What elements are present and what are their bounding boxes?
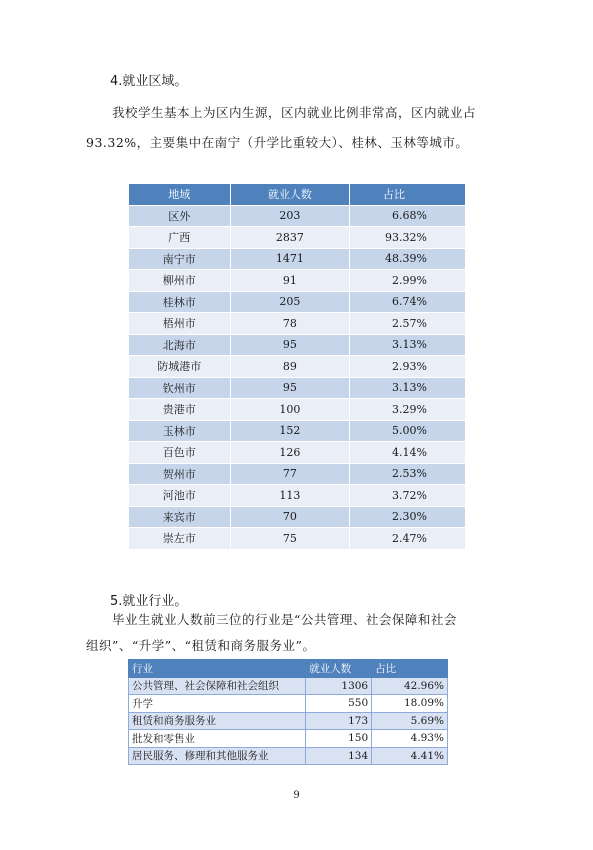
industry-header-count: 就业人数: [306, 660, 372, 678]
region-count: 89: [230, 356, 350, 378]
region-pct: 3.29%: [350, 399, 466, 421]
table-row: [129, 747, 448, 765]
industry-name: 公共管理、社会保障和社会组织: [129, 677, 306, 695]
region-pct: 93.32%: [350, 227, 466, 249]
section-5-heading: 5.就业行业。: [110, 594, 188, 609]
industry-count: 150: [306, 730, 372, 748]
region-count: 2837: [230, 227, 350, 249]
industry-count: 1306: [306, 677, 372, 695]
table-row: [129, 270, 466, 292]
region-name: 钦州市: [129, 377, 231, 399]
region-name: 防城港市: [129, 356, 231, 378]
region-name: 北海市: [129, 334, 231, 356]
region-pct: 2.57%: [350, 313, 466, 335]
region-name: 桂林市: [129, 291, 231, 313]
region-name: 来宾市: [129, 506, 231, 528]
section-4-line-1: 我校学生基本上为区内生源，区内就业比例非常高，区内就业占: [112, 105, 477, 120]
region-name: 贵港市: [129, 399, 231, 421]
region-count: 95: [230, 334, 350, 356]
region-name: 区外: [129, 205, 231, 227]
region-name: 崇左市: [129, 528, 231, 550]
table-row: [129, 485, 466, 507]
table-row: [129, 712, 448, 730]
industry-header-name: 行业: [129, 660, 306, 678]
industry-count: 134: [306, 747, 372, 765]
region-pct: 4.14%: [350, 442, 466, 464]
region-pct: 3.13%: [350, 334, 466, 356]
region-name: 南宁市: [129, 248, 231, 270]
section-5-line-1: 毕业生就业人数前三位的行业是“公共管理、社会保障和社会: [112, 612, 457, 627]
region-table-header: [129, 184, 466, 206]
region-pct: 3.13%: [350, 377, 466, 399]
table-row: [129, 205, 466, 227]
table-row: [129, 506, 466, 528]
region-count: 126: [230, 442, 350, 464]
industry-count: 550: [306, 695, 372, 713]
section-4-heading: 4.就业区域。: [110, 74, 188, 89]
section-4-paragraph: [86, 98, 526, 158]
region-count: 205: [230, 291, 350, 313]
region-count: 113: [230, 485, 350, 507]
region-count: 100: [230, 399, 350, 421]
table-row: [129, 442, 466, 464]
region-pct: 5.00%: [350, 420, 466, 442]
region-name: 河池市: [129, 485, 231, 507]
industry-name: 居民服务、修理和其他服务业: [129, 747, 306, 765]
region-name: 玉林市: [129, 420, 231, 442]
table-row: [129, 356, 466, 378]
table-row: [129, 227, 466, 249]
table-row: [129, 399, 466, 421]
section-5-line-2: 组织”、“升学”、“租赁和商务服务业”。: [86, 638, 316, 653]
table-row: [129, 695, 448, 713]
region-pct: 6.74%: [350, 291, 466, 313]
industry-pct: 42.96%: [372, 677, 448, 695]
region-pct: 2.93%: [350, 356, 466, 378]
industry-name: 升学: [129, 695, 306, 713]
region-count: 152: [230, 420, 350, 442]
region-header-area: 地域: [129, 184, 231, 206]
table-row: [129, 730, 448, 748]
region-name: 柳州市: [129, 270, 231, 292]
industry-pct: 4.93%: [372, 730, 448, 748]
industry-pct: 18.09%: [372, 695, 448, 713]
region-count: 70: [230, 506, 350, 528]
region-name: 梧州市: [129, 313, 231, 335]
table-row: [129, 377, 466, 399]
region-count: 95: [230, 377, 350, 399]
region-pct: 2.53%: [350, 463, 466, 485]
region-pct: 2.30%: [350, 506, 466, 528]
region-count: 1471: [230, 248, 350, 270]
region-count: 78: [230, 313, 350, 335]
table-row: [129, 291, 466, 313]
region-pct: 3.72%: [350, 485, 466, 507]
region-count: 77: [230, 463, 350, 485]
industry-name: 租赁和商务服务业: [129, 712, 306, 730]
region-count: 91: [230, 270, 350, 292]
table-row: [129, 463, 466, 485]
table-row: [129, 420, 466, 442]
industry-count: 173: [306, 712, 372, 730]
region-name: 贺州市: [129, 463, 231, 485]
industry-header-pct: 占比: [372, 660, 448, 678]
industry-pct: 4.41%: [372, 747, 448, 765]
region-pct: 2.99%: [350, 270, 466, 292]
table-row: [129, 334, 466, 356]
page-number: 9: [293, 790, 300, 801]
section-5-paragraph: [86, 607, 526, 659]
table-row: [129, 528, 466, 550]
table-row: [129, 313, 466, 335]
region-count: 75: [230, 528, 350, 550]
region-table: [128, 183, 466, 550]
industry-table-header: [129, 660, 448, 678]
table-row: [129, 248, 466, 270]
region-pct: 2.47%: [350, 528, 466, 550]
region-name: 百色市: [129, 442, 231, 464]
industry-table: [128, 659, 448, 765]
region-header-count: 就业人数: [230, 184, 350, 206]
industry-pct: 5.69%: [372, 712, 448, 730]
region-pct: 48.39%: [350, 248, 466, 270]
section-4-line-2: 93.32%，主要集中在南宁（升学比重较大）、桂林、玉林等城市。: [86, 135, 469, 150]
industry-name: 批发和零售业: [129, 730, 306, 748]
region-pct: 6.68%: [350, 205, 466, 227]
region-count: 203: [230, 205, 350, 227]
region-header-pct: 占比: [350, 184, 466, 206]
table-row: [129, 677, 448, 695]
region-name: 广西: [129, 227, 231, 249]
